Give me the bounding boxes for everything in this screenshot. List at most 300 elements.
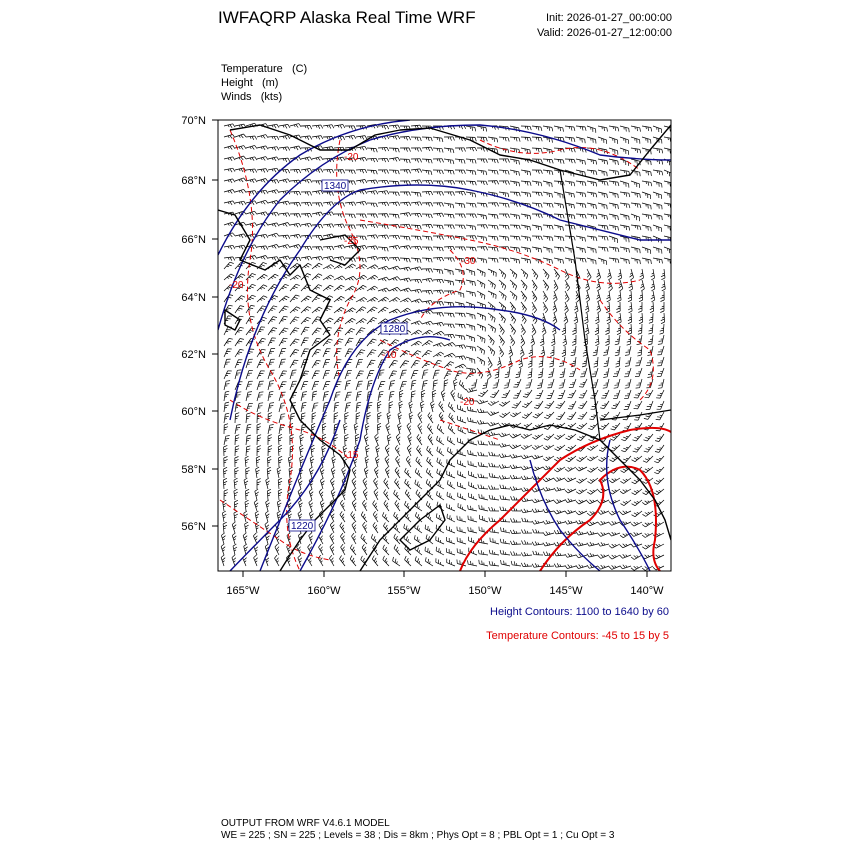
wind-barb <box>526 379 533 388</box>
wind-barb <box>396 434 400 445</box>
wind-barb <box>279 245 290 249</box>
wind-barb <box>477 420 488 424</box>
wind-barb <box>334 402 339 412</box>
wind-barb <box>488 170 498 175</box>
wind-barb <box>510 291 517 300</box>
wind-barb <box>499 170 509 175</box>
wind-barb <box>510 454 521 458</box>
wind-barb <box>312 328 321 335</box>
wind-barb <box>405 490 411 500</box>
wind-barb <box>356 392 362 402</box>
wind-barb <box>489 495 499 500</box>
wind-barb <box>323 349 331 357</box>
wind-barb <box>400 236 410 240</box>
wind-barb <box>444 353 455 357</box>
wind-barb <box>477 269 485 277</box>
wind-barb <box>625 357 631 366</box>
wind-barb <box>598 258 607 265</box>
wind-barb <box>455 170 465 174</box>
wind-barb <box>299 500 303 511</box>
wind-barb <box>541 346 545 357</box>
wind-barb <box>531 335 535 346</box>
wind-barb <box>554 563 565 567</box>
wind-barb <box>609 137 618 144</box>
wind-barb <box>246 446 250 456</box>
wind-barb <box>356 359 363 368</box>
wind-barb <box>565 499 576 503</box>
wind-barb <box>446 548 455 555</box>
wind-barb <box>521 530 532 534</box>
wind-barb <box>345 328 355 335</box>
wind-barb <box>235 349 244 357</box>
wind-barb <box>554 192 563 198</box>
wind-barb <box>543 181 552 187</box>
wind-barb <box>609 565 620 569</box>
wind-barb <box>598 137 607 144</box>
wind-barb <box>418 412 422 423</box>
wind-barb <box>522 540 533 544</box>
map-title: IWFAQRP Alaska Real Time WRF <box>218 8 476 27</box>
wind-barb <box>455 345 466 349</box>
wind-barb <box>455 313 465 317</box>
wind-barb <box>411 351 421 357</box>
wind-barb <box>565 126 575 131</box>
wind-barb <box>378 147 389 151</box>
wind-barb <box>426 535 433 545</box>
wind-barb <box>444 258 455 262</box>
wind-barb <box>444 334 455 338</box>
wind-barb <box>620 478 631 483</box>
wind-barb <box>587 531 598 535</box>
wind-barb <box>639 291 643 302</box>
wind-barb <box>378 382 385 390</box>
wind-barb <box>268 306 277 313</box>
wind-barb <box>257 246 268 250</box>
wind-barb <box>352 533 357 544</box>
height-contour <box>607 440 650 571</box>
wind-barb <box>345 308 356 313</box>
wind-barb <box>433 343 444 347</box>
wind-barb <box>554 225 563 231</box>
wind-barb <box>510 214 520 219</box>
wind-barb <box>378 277 389 281</box>
wind-barb <box>500 550 510 555</box>
wind-barb <box>598 532 609 536</box>
wind-barb <box>411 169 422 173</box>
wind-barb <box>279 316 288 324</box>
wind-barb <box>433 257 444 261</box>
lon-label: 150°W <box>468 585 502 597</box>
wind-barb <box>455 203 465 208</box>
wind-barb <box>620 159 629 166</box>
wind-barb <box>345 225 355 229</box>
wind-barb <box>499 137 509 142</box>
wind-barb <box>653 181 662 188</box>
wind-barb <box>444 313 454 317</box>
wind-barb <box>312 181 323 185</box>
wind-barb <box>510 530 521 534</box>
wind-barb <box>422 370 428 379</box>
wind-barb <box>389 371 397 379</box>
wind-barb <box>640 269 644 280</box>
wind-barb <box>290 245 301 249</box>
wind-barb <box>404 524 411 533</box>
wind-barb <box>235 234 246 238</box>
wind-barb <box>446 537 455 544</box>
wind-barb <box>367 148 377 152</box>
wind-barb <box>246 191 257 195</box>
wind-barb <box>411 299 422 303</box>
wind-barb <box>477 258 487 263</box>
wind-barb <box>458 416 467 423</box>
wind-barb <box>578 412 587 419</box>
wind-barb <box>433 322 444 326</box>
wind-barb <box>266 478 270 489</box>
wind-barb <box>246 435 251 445</box>
wind-barb <box>334 339 343 346</box>
wind-barb <box>543 247 552 253</box>
wind-barb <box>411 391 416 401</box>
wind-barb <box>290 350 299 358</box>
wind-barb <box>341 544 345 555</box>
wind-barb <box>609 544 620 548</box>
wind-barb <box>396 456 401 467</box>
wind-barb <box>477 357 485 366</box>
wind-barb <box>224 402 229 412</box>
wind-barb <box>354 423 358 434</box>
wind-barb <box>268 328 277 335</box>
wind-barb <box>543 302 548 313</box>
wind-barb <box>411 258 421 263</box>
wind-barb <box>257 135 268 139</box>
wind-barb <box>444 342 455 346</box>
wind-barb <box>558 390 565 398</box>
wind-barb <box>389 297 400 302</box>
wind-barb <box>499 225 509 229</box>
coastline-island <box>225 310 240 330</box>
wind-barb <box>466 214 477 218</box>
wind-barb <box>598 159 608 165</box>
wind-barb <box>555 445 566 451</box>
wind-barb <box>394 545 400 555</box>
field-winds-unit: (kts) <box>260 91 283 103</box>
wind-barb <box>267 489 271 500</box>
wind-barb <box>235 425 241 435</box>
wind-barb <box>510 247 520 252</box>
wind-barb <box>609 170 619 175</box>
wind-barb <box>268 359 275 368</box>
wind-barb <box>554 159 564 164</box>
wind-barb <box>400 246 411 250</box>
wind-barb <box>415 480 422 489</box>
wind-barb <box>312 191 323 195</box>
wind-barb <box>619 280 623 291</box>
wind-barb <box>497 357 501 368</box>
wind-barb <box>377 401 381 412</box>
wind-barb <box>587 159 597 165</box>
wind-barb <box>246 489 250 500</box>
wind-barb <box>411 279 422 283</box>
wind-barb <box>489 463 499 467</box>
wind-barb <box>478 390 488 397</box>
wind-barb <box>510 335 515 346</box>
wind-barb <box>565 214 575 219</box>
wind-barb <box>565 467 576 471</box>
temperature-label: -15 <box>344 450 359 461</box>
wind-barb <box>375 456 379 467</box>
wind-barb <box>301 157 312 161</box>
wind-barb <box>595 324 599 335</box>
wind-barb <box>411 213 422 217</box>
wind-barb <box>352 467 356 478</box>
wind-barb <box>433 352 444 357</box>
wind-barb <box>268 263 278 270</box>
wind-barb <box>378 202 389 206</box>
wind-barb <box>457 527 466 533</box>
wind-barb <box>466 335 475 342</box>
wind-barb <box>351 511 356 522</box>
wind-barb <box>510 486 521 490</box>
wind-barb <box>387 412 391 423</box>
wind-barb <box>345 370 352 379</box>
wind-barb <box>275 555 280 566</box>
wind-barb <box>621 434 631 441</box>
wind-barb <box>613 368 620 377</box>
wind-barb <box>544 412 554 419</box>
wind-barb <box>406 456 411 467</box>
wind-barb <box>609 532 620 536</box>
wind-barb <box>521 563 532 567</box>
wind-barb <box>569 368 576 377</box>
wind-barb <box>400 137 411 141</box>
wind-barb <box>585 302 589 313</box>
wind-barb <box>400 170 411 174</box>
wind-barb <box>356 381 363 390</box>
wind-barb <box>539 357 543 367</box>
height-label: 1280 <box>383 324 406 335</box>
wind-barb <box>477 236 487 241</box>
wind-barb <box>529 346 533 357</box>
wind-barb <box>414 535 422 544</box>
wind-barb <box>334 257 345 261</box>
wind-barb <box>422 278 433 282</box>
wind-barb <box>554 280 558 291</box>
wind-barb <box>598 565 609 569</box>
wind-barb <box>433 331 444 335</box>
wind-barb <box>222 511 226 522</box>
wind-barb <box>433 213 444 217</box>
wind-barb <box>298 478 302 489</box>
wind-barb <box>279 403 285 412</box>
wind-barb <box>521 181 531 186</box>
wind-barb <box>609 500 620 504</box>
wind-barb <box>432 390 436 401</box>
wind-barb <box>389 192 399 196</box>
wind-barb <box>290 191 301 195</box>
wind-barb <box>477 313 485 321</box>
wind-barb <box>577 423 587 429</box>
wind-barb <box>468 417 478 423</box>
wind-barb <box>234 489 238 500</box>
wind-barb <box>224 436 230 446</box>
wind-barb <box>356 258 366 262</box>
wind-barb <box>268 381 274 390</box>
wind-barb <box>565 291 569 302</box>
wind-barb <box>609 159 618 165</box>
wind-barb <box>257 169 268 173</box>
wind-barb <box>547 390 554 398</box>
wind-barb <box>653 192 662 199</box>
wind-barb <box>345 264 356 269</box>
wind-barb <box>469 493 478 500</box>
wind-barb <box>598 521 609 525</box>
wind-barb <box>356 275 367 280</box>
wind-barb <box>312 136 323 140</box>
wind-barb <box>565 181 575 186</box>
wind-barb <box>556 412 565 420</box>
wind-barb <box>290 360 298 368</box>
wind-barb <box>499 464 510 468</box>
wind-barb <box>642 137 651 144</box>
wind-barb <box>609 148 618 155</box>
wind-barb <box>444 371 452 379</box>
wind-barb <box>488 335 494 345</box>
wind-barb <box>488 159 498 163</box>
wind-barb <box>389 402 393 412</box>
wind-barb <box>532 214 542 218</box>
wind-barb <box>620 489 631 494</box>
wind-barb <box>279 359 286 368</box>
wind-barb <box>488 291 496 299</box>
wind-barb <box>648 335 653 345</box>
wind-barb <box>664 148 673 154</box>
wind-barb <box>489 473 499 478</box>
wind-barb <box>661 269 665 280</box>
wind-barb <box>521 214 531 219</box>
wind-barb <box>588 423 598 430</box>
wind-barb <box>221 533 225 544</box>
wind-barb <box>400 361 409 368</box>
wind-barb <box>444 324 454 328</box>
wind-barb <box>268 274 278 280</box>
wind-barb <box>455 335 465 340</box>
wind-barb <box>532 488 543 492</box>
wind-barb <box>312 203 323 207</box>
wind-barb <box>290 214 301 218</box>
wind-barb <box>611 401 620 409</box>
wind-barb <box>499 214 510 218</box>
wind-barb <box>521 236 531 241</box>
wind-barb <box>499 192 509 197</box>
wind-barb <box>224 245 235 249</box>
wind-barb <box>257 157 268 161</box>
wind-barb <box>257 446 261 456</box>
wind-barb <box>389 309 400 313</box>
wind-barb <box>389 181 399 185</box>
wind-barb <box>499 280 506 290</box>
wind-barb <box>634 401 642 409</box>
wind-barb <box>609 203 618 209</box>
wind-barb <box>235 339 244 347</box>
wind-barb <box>436 558 444 566</box>
wind-barb <box>521 552 532 556</box>
wind-barb <box>235 306 244 313</box>
wind-barb <box>499 401 510 406</box>
wind-barb <box>528 357 532 367</box>
wind-barb <box>224 424 228 434</box>
wind-barb <box>323 370 330 379</box>
wind-barb <box>448 424 455 434</box>
wind-barb <box>466 192 476 197</box>
wind-barb <box>606 291 610 302</box>
wind-barb <box>653 203 662 209</box>
wind-barb <box>268 456 272 467</box>
wind-barb <box>350 556 356 566</box>
wind-barb <box>616 302 620 313</box>
wind-barb <box>459 380 466 390</box>
wind-barb <box>609 247 619 252</box>
wind-barb <box>301 235 312 239</box>
wind-barb <box>542 324 546 335</box>
wind-barb <box>587 170 597 175</box>
wind-barb <box>426 468 433 478</box>
wind-barb <box>301 214 312 218</box>
wind-barbs <box>221 123 674 570</box>
wind-barb <box>367 214 378 218</box>
wind-barb <box>521 335 525 346</box>
wind-barb <box>466 126 476 131</box>
wind-barb <box>489 550 499 555</box>
wind-barb <box>587 456 598 461</box>
wind-barb <box>371 534 378 544</box>
wind-barb <box>246 328 255 335</box>
wind-barb <box>580 368 587 377</box>
wind-barb <box>433 192 444 196</box>
wind-barb <box>246 413 251 423</box>
wind-barb <box>478 462 488 467</box>
wind-barb <box>488 280 495 289</box>
wind-barb <box>488 412 499 416</box>
wind-barb <box>532 126 542 131</box>
wind-barb <box>608 280 612 291</box>
wind-barb <box>598 214 608 220</box>
wind-barb <box>373 500 378 511</box>
wind-barb <box>367 246 378 250</box>
wind-barb <box>587 269 591 280</box>
wind-barb <box>323 125 334 129</box>
wind-barb <box>323 169 334 173</box>
wind-barb <box>279 371 287 379</box>
map-plot-area <box>218 120 674 571</box>
wind-barb <box>444 159 454 164</box>
wind-barb <box>657 401 664 409</box>
wind-barb <box>543 126 553 131</box>
wind-barb <box>425 547 433 555</box>
wind-barb <box>501 527 511 533</box>
wind-barb <box>433 290 444 294</box>
wind-barb <box>631 148 641 153</box>
wind-barb <box>376 445 380 456</box>
wind-barb <box>555 434 566 440</box>
wind-barb <box>385 467 389 478</box>
wind-barb <box>279 223 290 227</box>
wind-barb <box>425 557 433 566</box>
wind-barb <box>352 522 356 533</box>
wind-barb <box>477 400 488 404</box>
wind-barb <box>624 368 631 377</box>
wind-barb <box>568 401 576 409</box>
wind-barb <box>576 137 585 143</box>
